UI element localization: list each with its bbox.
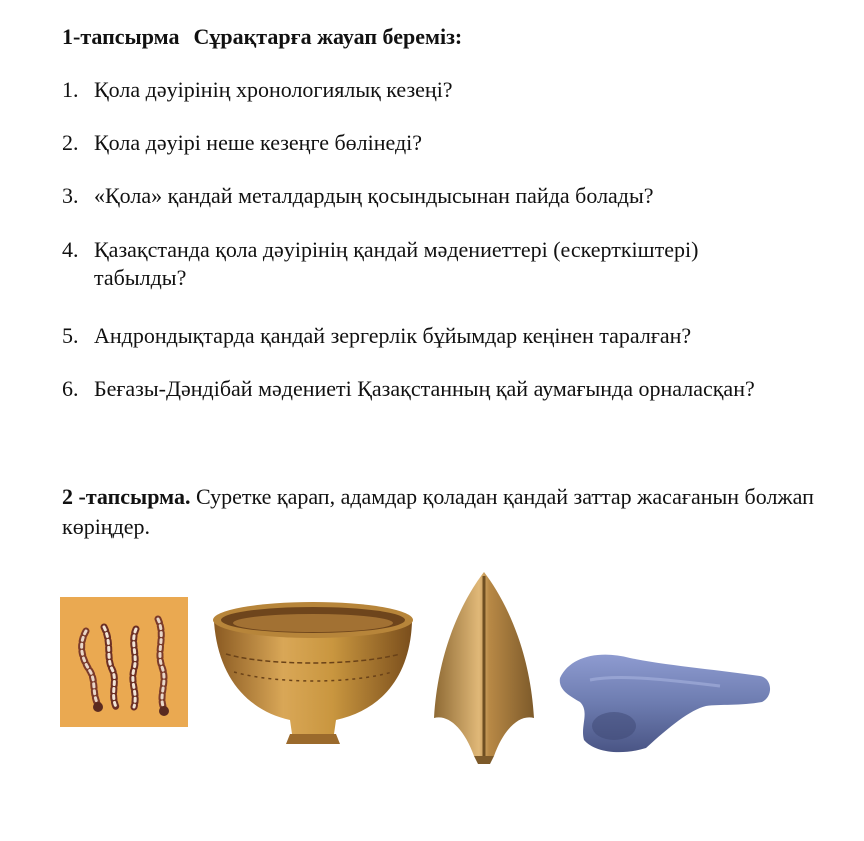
- task2-label: 2 -тапсырма.: [62, 484, 191, 509]
- question-text: Беғазы-Дәндібай мәдениеті Қазақстанның қай аумағында орналасқан?: [94, 376, 755, 401]
- task2-paragraph: [62, 482, 842, 542]
- task1-heading: [62, 24, 462, 50]
- question-5: [62, 322, 691, 350]
- task1-label: 1-тапсырма: [62, 24, 180, 49]
- question-number: 4.: [62, 237, 79, 262]
- question-number: 1.: [62, 77, 79, 102]
- question-1: [62, 76, 453, 104]
- question-text: «Қола» қандай металдардың қосындысынан пайда болады?: [94, 183, 654, 208]
- question-2: [62, 129, 422, 157]
- question-number: 2.: [62, 130, 79, 155]
- task2-text: Суретке қарап, адамдар қоладан қандай заттар жасағанын болжап көріңдер.: [62, 484, 814, 539]
- question-text-continued: табылды?: [94, 265, 187, 290]
- question-number: 3.: [62, 183, 79, 208]
- question-text: Қазақстанда қола дәуірінің қандай мәдениеттері (ескерткіштері): [94, 237, 699, 262]
- question-6: [62, 375, 755, 403]
- bronze-tool-icon: [550, 630, 778, 760]
- question-4: [62, 236, 698, 292]
- bronze-jewelry-chains-icon: [60, 597, 188, 727]
- question-text: Қола дәуірі неше кезеңге бөлінеді?: [94, 130, 423, 155]
- question-3: [62, 182, 654, 210]
- question-text: Қола дәуірінің хронологиялық кезеңі?: [94, 77, 453, 102]
- bronze-arrowhead-icon: [424, 568, 544, 768]
- question-text: Андрондықтарда қандай зергерлік бұйымдар кеңінен таралған?: [94, 323, 692, 348]
- task1-title: Сұрақтарға жауап береміз:: [193, 24, 463, 49]
- question-number: 6.: [62, 376, 79, 401]
- question-number: 5.: [62, 323, 79, 348]
- bronze-bowl-icon: [206, 596, 420, 750]
